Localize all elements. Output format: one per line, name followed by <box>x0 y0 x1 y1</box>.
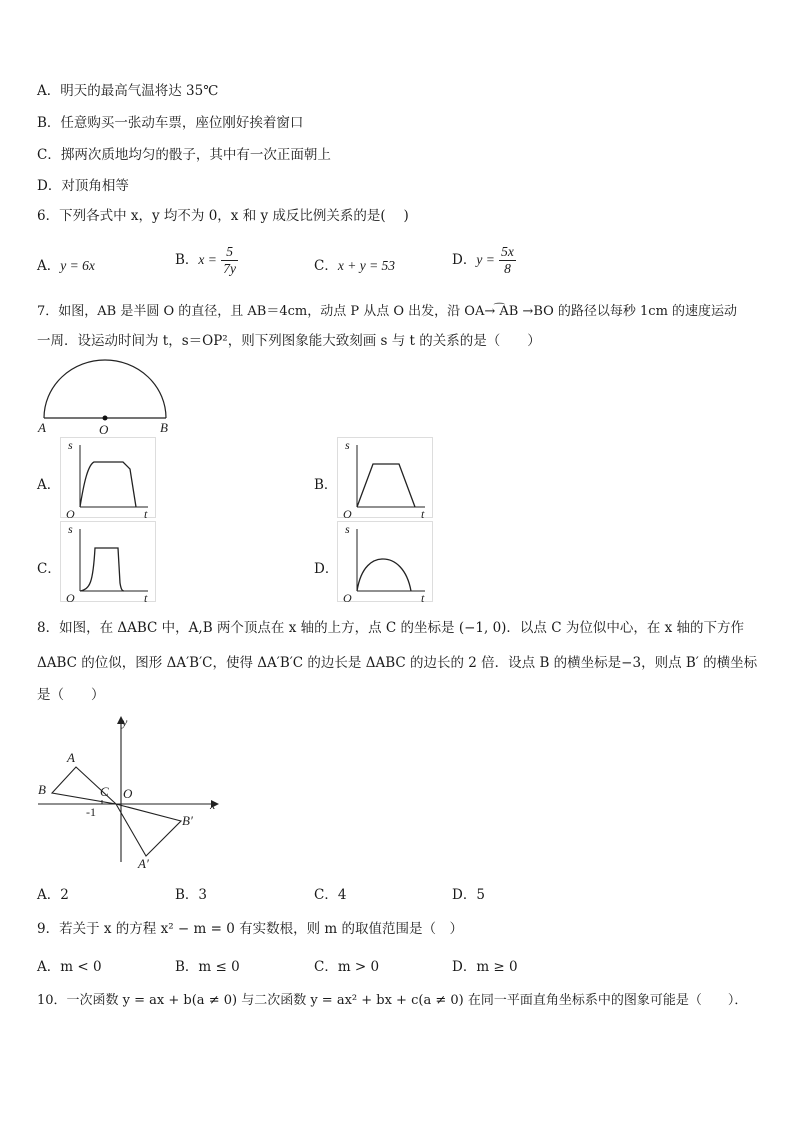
q7-option-a-label: A． <box>37 477 61 493</box>
label-a-prime: A′ <box>138 856 149 871</box>
q6-option-d <box>452 244 516 277</box>
label-a: A <box>38 420 46 435</box>
q9-option-a: A．m < 0 <box>37 959 102 975</box>
q5-option-b: B．任意购买一张动车票，座位刚好挨着窗口 <box>37 115 304 131</box>
axis-label-s: s <box>345 522 350 536</box>
axis-label-o: O <box>66 507 75 521</box>
q8-stem-line1: 8．如图，在 ΔABC 中，A,B 两个顶点在 x 轴的上方，点 C 的坐标是 (−1, 0)．以点 C 为位似中心，在 x 轴的下方作 <box>37 620 745 636</box>
axis-label-t: t <box>421 591 425 605</box>
label-c: C <box>100 784 109 799</box>
q9-option-c: C．m > 0 <box>314 959 380 975</box>
q6-option-b <box>175 244 238 277</box>
q6-option-d-lhs: y = <box>476 252 495 267</box>
label-b-prime: B′ <box>182 813 193 828</box>
curve-b <box>357 464 415 507</box>
q6-option-a-label: A． <box>37 258 61 274</box>
label-o: O <box>99 422 109 437</box>
curve-a <box>80 462 136 507</box>
q5-option-c: C．掷两次质地均匀的骰子，其中有一次正面朝上 <box>37 147 331 163</box>
q9-stem: 9．若关于 x 的方程 x² − m = 0 有实数根，则 m 的取值范围是（ ） <box>37 921 463 937</box>
q5-option-a: A．明天的最高气温将达 35℃ <box>37 83 219 99</box>
q6-option-d-denominator: 8 <box>504 261 511 276</box>
q8-option-c: C．4 <box>314 887 347 903</box>
q7-stem-line2: 一周．设运动时间为 t，s＝OP²，则下列图象能大致刻画 s 与 t 的关系的是（ ） <box>37 333 541 349</box>
q6-option-a <box>37 254 95 274</box>
q6-option-d-label: D． <box>452 252 477 268</box>
q6-option-b-fraction <box>221 244 238 277</box>
q6-option-b-lhs: x = <box>198 252 217 267</box>
q6-option-d-numerator: 5x <box>501 244 514 259</box>
axis-label-s: s <box>345 438 350 452</box>
axis-label-t: t <box>144 591 148 605</box>
curve-c <box>80 548 124 591</box>
center-point-o <box>103 416 108 421</box>
q7-option-b-label: B． <box>314 477 338 493</box>
q7-option-c-label: C． <box>37 561 61 577</box>
q8-option-b: B．3 <box>175 887 208 903</box>
q6-option-a-expr: y = 6x <box>60 258 95 273</box>
axis-label-s: s <box>68 438 73 452</box>
label-neg1: -1 <box>86 805 96 819</box>
q6-option-b-numerator: 5 <box>221 244 238 261</box>
label-o: O <box>123 786 133 801</box>
q9-option-b: B．m ≤ 0 <box>175 959 240 975</box>
label-a: A <box>67 750 75 765</box>
axis-label-o: O <box>343 507 352 521</box>
axis-label-t: t <box>421 507 425 521</box>
q8-stem-line3: 是（ ） <box>37 687 105 703</box>
q5-option-d: D．对顶角相等 <box>37 178 129 194</box>
q9-option-d: D．m ≥ 0 <box>452 959 518 975</box>
label-b: B <box>160 420 168 435</box>
semicircle-arc <box>44 360 166 418</box>
q10-stem: 10．一次函数 y = ax + b(a ≠ 0) 与二次函数 y = ax² + bx + c(a ≠ 0) 在同一平面直角坐标系中的图象可能是（ ）． <box>37 993 748 1008</box>
q8-option-d: D．5 <box>452 887 485 903</box>
curve-d <box>357 559 411 591</box>
q7-option-d-label: D． <box>314 561 339 577</box>
q6-option-c-expr: x + y = 53 <box>337 258 396 273</box>
q8-stem-line2: ΔABC 的位似，图形 ΔA′B′C，使得 ΔA′B′C 的边长是 ΔABC 的边长的 2 倍．设点 B 的横坐标是−3，则点 B′ 的横坐标 <box>37 655 758 671</box>
q7-graph-c <box>60 521 160 603</box>
q7-graph-b <box>337 437 437 519</box>
q6-option-c <box>314 254 395 274</box>
q8-option-a: A．2 <box>37 887 69 903</box>
axis-label-o: O <box>66 591 75 605</box>
label-b: B <box>38 782 46 797</box>
q6-stem: 6．下列各式中 x，y 均不为 0，x 和 y 成反比例关系的是( ) <box>37 208 409 224</box>
axis-label-s: s <box>68 522 73 536</box>
label-y: y <box>122 715 128 729</box>
axis-label-t: t <box>144 507 148 521</box>
q6-option-c-label: C． <box>314 258 338 274</box>
q6-option-b-denominator: 7y <box>223 261 236 276</box>
q7-graph-d <box>337 521 437 603</box>
triangle-apbpc <box>116 804 181 856</box>
axis-label-o: O <box>343 591 352 605</box>
q6-option-d-fraction <box>499 244 516 277</box>
q8-coordinate-figure <box>36 712 226 872</box>
label-x: x <box>210 798 216 812</box>
q7-stem-line1: 7．如图，AB 是半圆 O 的直径，且 AB＝4cm，动点 P 从点 O 出发，沿 OA→ ͡AB →BO 的路径以每秒 1cm 的速度运动 <box>37 304 738 319</box>
q7-graph-a <box>60 437 160 519</box>
q7-semicircle-figure <box>36 358 176 438</box>
q6-option-b-label: B． <box>175 252 199 268</box>
